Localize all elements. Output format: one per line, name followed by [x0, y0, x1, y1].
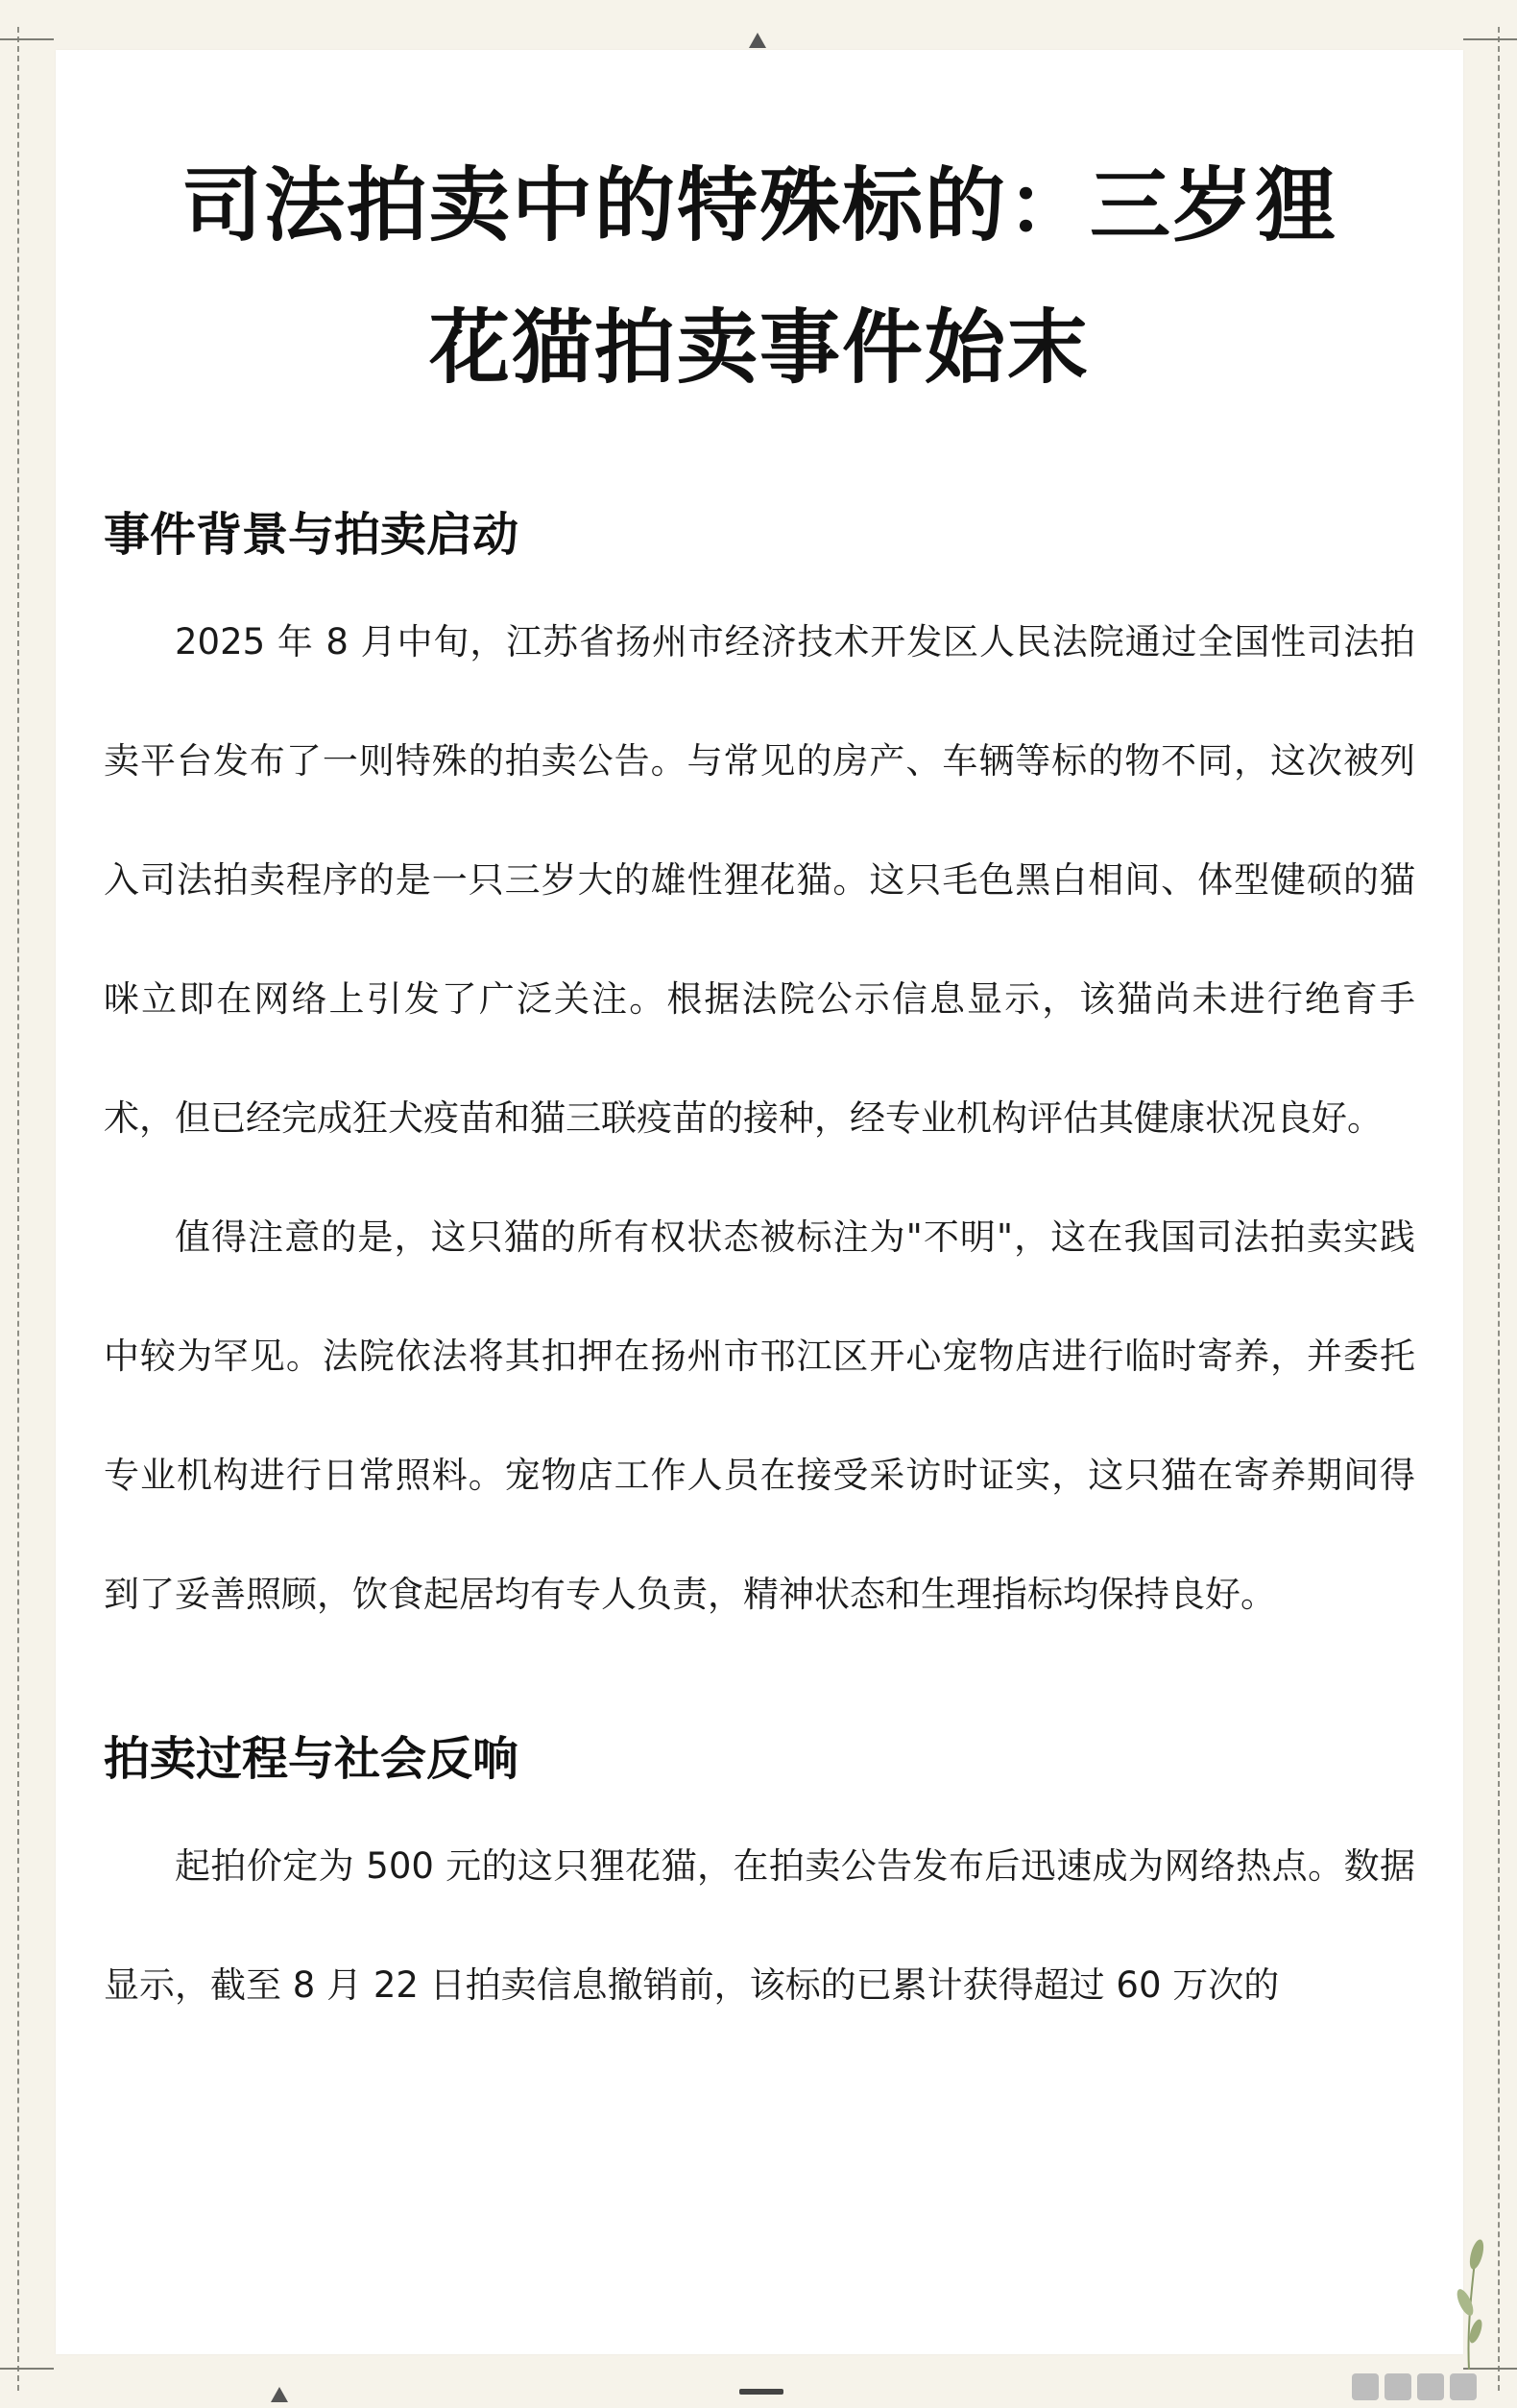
document-page: [56, 50, 1463, 2354]
paragraph: 2025 年 8 月中旬，江苏省扬州市经济技术开发区人民法院通过全国性司法拍卖平台发布了一则特殊的拍卖公告。与常见的房产、车辆等标的物不同，这次被列入司法拍卖程序的是一只三岁大的雄性狸花猫。这只毛色黑白相间、体型健硕的猫咪立即在网络上引发了广泛关注。根据法院公示信息显示，该猫尚未进行绝育手术，但已经完成狂犬疫苗和猫三联疫苗的接种，经专业机构评估其健康状况良好。: [104, 621, 1415, 1139]
paragraph: 值得注意的是，这只猫的所有权状态被标注为"不明"，这在我国司法拍卖实践中较为罕见。法院依法将其扣押在扬州市邗江区开心宠物店进行临时寄养，并委托专业机构进行日常照料。宠物店工作人员在接受采访时证实，这只猫在寄养期间得到了妥善照顾，饮食起居均有专人负责，精神状态和生理指标均保持良好。: [104, 1216, 1415, 1615]
corner-mark: [1463, 38, 1517, 40]
leaf-decoration-icon: [1450, 2226, 1488, 2370]
watermark-mark: [1352, 2373, 1477, 2400]
ink-mark: [739, 2389, 783, 2395]
section-heading: 拍卖过程与社会反响: [104, 1732, 519, 1786]
corner-mark: [0, 2368, 54, 2370]
corner-mark: [0, 38, 54, 40]
triangle-marker-icon: [749, 33, 766, 48]
section-heading: 事件背景与拍卖启动: [104, 508, 519, 562]
triangle-marker-icon: [271, 2387, 288, 2402]
paragraph: 起拍价定为 500 元的这只狸花猫，在拍卖公告发布后迅速成为网络热点。数据显示，截至 8 月 22 日拍卖信息撤销前，该标的已累计获得超过 60 万次的: [104, 1845, 1415, 2006]
document-title: 司法拍卖中的特殊标的：三岁狸花猫拍卖事件始末: [181, 158, 1337, 395]
